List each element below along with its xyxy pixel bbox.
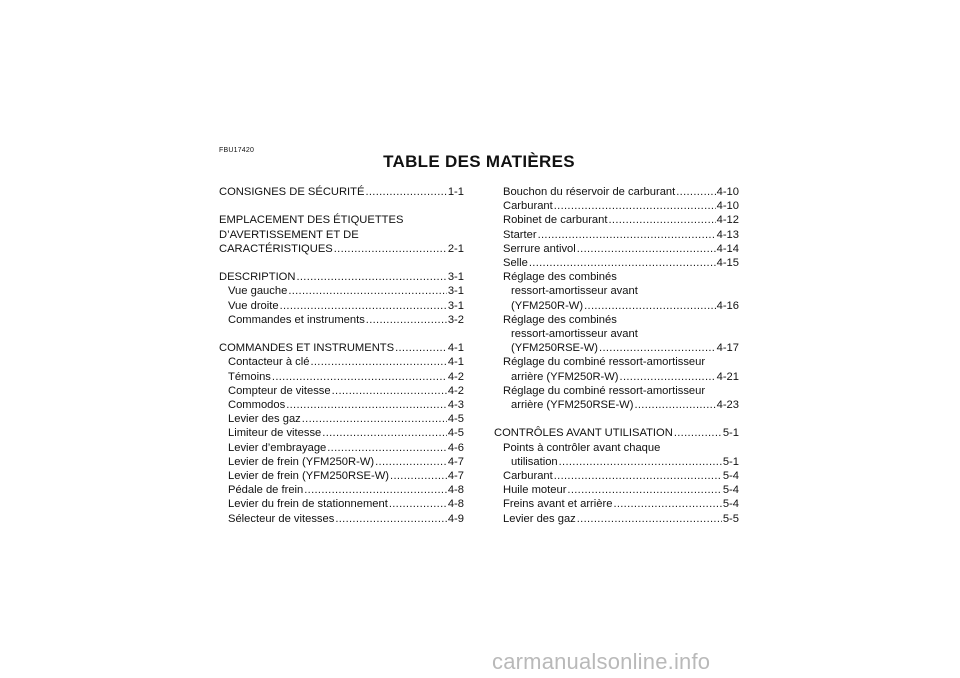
dot-leader [390,469,447,483]
dot-leader [599,341,716,355]
toc-entry[interactable] [494,398,739,412]
toc-entry-label: CARACTÉRISTIQUES [219,242,333,255]
toc-page-number: 3-1 [447,271,464,284]
spacer [494,412,739,426]
toc-entry-label: Robinet de carburant [503,214,608,227]
dot-leader [302,412,447,426]
toc-page-number: 2-1 [447,242,464,255]
toc-page-number: 4-21 [716,370,739,383]
toc-entry-label: Témoins [228,370,271,383]
toc-page-number: 5-4 [722,498,739,511]
toc-entry[interactable] [494,228,739,242]
toc-entry[interactable] [219,299,464,313]
toc-entry[interactable] [219,512,464,526]
dot-leader [577,242,716,256]
toc-entry-label: Levier du frein de stationnement [228,498,388,511]
toc-page-number: 4-2 [447,384,464,397]
toc-entry[interactable] [219,185,464,199]
dot-leader [296,270,446,284]
toc-entry[interactable] [219,384,464,398]
toc-page-number: 4-9 [447,512,464,525]
toc-entry[interactable] [494,426,739,440]
toc-entry[interactable] [219,412,464,426]
toc-entry-label[interactable]: Réglage du combiné ressort-amortisseur [503,356,706,369]
toc-entry[interactable] [219,398,464,412]
toc-entry-label[interactable]: EMPLACEMENT DES ÉTIQUETTES [219,214,404,227]
toc-entry-label: Serrure antivol [503,242,576,255]
dot-leader [327,441,447,455]
toc-page-number: 4-2 [447,370,464,383]
toc-column-left [219,185,464,526]
toc-entry-label: Carburant [503,200,553,213]
dot-leader [674,426,722,440]
toc-page-number: 5-5 [722,512,739,525]
toc-page-number: 3-2 [447,313,464,326]
toc-entry-label: Freins avant et arrière [503,498,613,511]
toc-column-right [494,185,739,526]
page-title: TABLE DES MATIÈRES [383,152,575,171]
dot-leader [335,512,446,526]
toc-page-number: 4-7 [447,470,464,483]
dot-leader [389,497,447,511]
toc-entry-label: Commandes et instruments [228,313,365,326]
dot-leader [584,299,715,313]
toc-entry-label: Sélecteur de vitesses [228,512,335,525]
toc-entry-label: Contacteur à clé [228,356,310,369]
toc-page-number: 3-1 [447,299,464,312]
toc-page-number: 4-8 [447,498,464,511]
toc-entry-label: Vue gauche [228,285,288,298]
toc-entry[interactable] [494,213,739,227]
toc-entry-label: Levier de frein (YFM250R-W) [228,455,375,468]
dot-leader [332,384,447,398]
toc-entry-label: Bouchon du réservoir de carburant [503,186,676,198]
document-code: FBU17420 [219,147,255,154]
toc-page-number: 4-23 [716,399,739,412]
toc-entry-label: (YFM250RSE-W) [511,342,599,355]
toc-entry-label: Huile moteur [503,484,567,497]
dot-leader [365,185,446,199]
toc-entry[interactable] [219,469,464,483]
toc-page-number: 4-8 [447,484,464,497]
toc-entry-label: Pédale de frein [228,484,304,497]
spacer [219,256,464,270]
toc-page-number: 4-10 [716,200,739,213]
dot-leader [304,483,447,497]
toc-page-number: 4-10 [716,186,739,198]
toc-page-number: 4-17 [716,342,739,355]
toc-entry[interactable] [494,483,739,497]
toc-page-number: 4-12 [716,214,739,227]
toc-entry[interactable] [494,299,739,313]
toc-entry-label: Limiteur de vitesse [228,427,322,440]
toc-page-number: 5-4 [722,484,739,497]
dot-leader [280,299,447,313]
dot-leader [272,370,447,384]
toc-entry-label[interactable]: Réglage des combinés [503,271,617,284]
toc-entry[interactable] [219,341,464,355]
toc-entry-label: (YFM250R-W) [511,299,584,312]
toc-entry-label: arrière (YFM250RSE-W) [511,399,634,412]
spacer [219,199,464,213]
toc-page-number: 4-5 [447,427,464,440]
dot-leader [375,455,447,469]
toc-page-number: 1-1 [447,186,464,198]
dot-leader [286,398,447,412]
toc-entry-label: CONSIGNES DE SÉCURITÉ [219,186,365,198]
toc-entry-continuation: ressort-amortisseur avant [511,285,638,298]
toc-entry-label[interactable]: Réglage des combinés [503,313,617,326]
toc-page-number: 4-15 [716,257,739,270]
dot-leader [322,426,447,440]
toc-entry[interactable] [219,455,464,469]
toc-entry-label: Compteur de vitesse [228,384,331,397]
toc-page-number: 4-1 [447,342,464,355]
dot-leader [554,469,722,483]
toc-page-number: 4-1 [447,356,464,369]
toc-entry[interactable] [219,284,464,298]
dot-leader [613,497,721,511]
toc-entry[interactable] [494,512,739,526]
dot-leader [676,185,715,199]
toc-entry[interactable] [494,455,739,469]
toc-entry[interactable] [494,242,739,256]
toc-entry-label: Levier des gaz [228,413,301,426]
toc-entry-label[interactable] [494,327,739,341]
dot-leader [577,512,722,526]
dot-leader [538,228,716,242]
toc-entry-continuation: ressort-amortisseur avant [511,328,638,341]
toc-entry-label: Levier d’embrayage [228,441,327,454]
toc-entry-label: COMMANDES ET INSTRUMENTS [219,342,395,355]
toc-entry[interactable] [219,270,464,284]
toc-entry-label: Levier des gaz [503,512,576,525]
toc-entry-label: Levier de frein (YFM250RSE-W) [228,470,390,483]
toc-page-number: 3-1 [447,285,464,298]
toc-page-number: 4-16 [716,299,739,312]
dot-leader [554,199,716,213]
toc-entry[interactable] [219,497,464,511]
toc-page-number: 5-1 [722,427,739,440]
toc-entry-label: DESCRIPTION [219,271,296,284]
toc-entry-label: utilisation [511,455,558,468]
toc-entry[interactable] [219,355,464,369]
toc-page-number: 5-4 [722,470,739,483]
toc-entry-label: Vue droite [228,299,279,312]
toc-entry-label[interactable] [494,284,739,298]
toc-entry[interactable] [219,313,464,327]
toc-entry-label: Starter [503,228,537,241]
toc-entry[interactable] [219,483,464,497]
toc-entry[interactable] [494,185,739,199]
toc-page-number: 4-6 [447,441,464,454]
toc-entry-label: Selle [503,257,528,270]
toc-entry-label: arrière (YFM250R-W) [511,370,619,383]
toc-entry[interactable] [494,469,739,483]
toc-entry[interactable] [494,497,739,511]
spacer [219,327,464,341]
toc-page-number: 4-5 [447,413,464,426]
dot-leader [559,455,722,469]
toc-page-number: 4-13 [716,228,739,241]
dot-leader [366,313,447,327]
dot-leader [310,355,446,369]
toc-entry[interactable] [494,199,739,213]
dot-leader [620,370,716,384]
toc-entry-label[interactable]: Réglage du combiné ressort-amortisseur [503,384,706,397]
dot-leader [288,284,447,298]
dot-leader [334,242,447,256]
toc-entry[interactable] [494,370,739,384]
dot-leader [634,398,715,412]
toc-entry[interactable] [494,341,739,355]
dot-leader [608,213,715,227]
toc-entry[interactable] [494,256,739,270]
toc-page-number: 4-7 [447,455,464,468]
dot-leader [395,341,447,355]
toc-page-number: 4-3 [447,399,464,411]
toc-entry-label[interactable]: D’AVERTISSEMENT ET DE [219,228,359,241]
toc-page-number: 5-1 [722,455,739,468]
dot-leader [567,483,721,497]
toc-entry[interactable] [219,370,464,384]
toc-entry-label[interactable]: Points à contrôler avant chaque [503,441,661,454]
watermark: carmanualsonline.info [492,649,711,674]
toc-entry-label: CONTRÔLES AVANT UTILISATION [494,427,673,440]
dot-leader [529,256,716,270]
toc-entry-label: Commodos [228,399,286,411]
toc-entry[interactable] [219,242,464,256]
toc-entry[interactable] [219,426,464,440]
toc-page-number: 4-14 [716,242,739,255]
toc-entry[interactable] [219,441,464,455]
toc-entry-label: Carburant [503,470,553,483]
